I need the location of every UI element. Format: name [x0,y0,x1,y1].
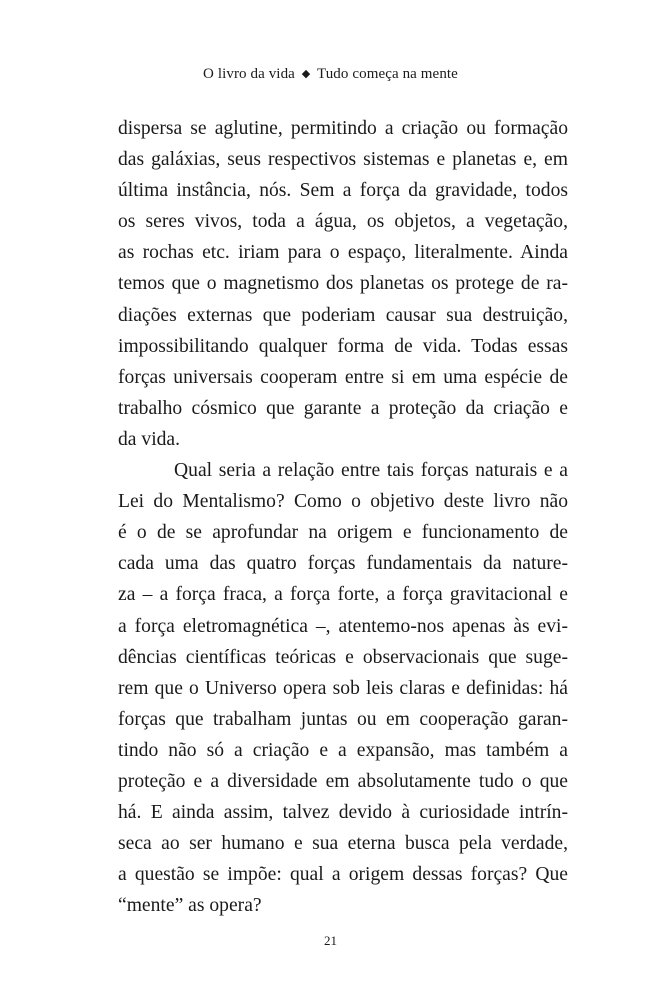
diamond-separator-icon: ◆ [301,68,311,80]
text-line: há. E ainda assim, talvez devido à curiosidade intrín- [118,802,568,824]
text-line: das galáxias, seus respectivos sistemas e planetas e, em [118,149,568,171]
text-line: diações externas que poderiam causar sua destruição, [118,304,568,326]
text-line: rem que o Universo opera sob leis claras e definidas: há [118,677,568,699]
text-line: tindo não só a criação e a expansão, mas também a [118,739,568,761]
text-line: Qual seria a relação entre tais forças naturais e a [174,460,568,482]
text-line: os seres vivos, toda a água, os objetos, a vegetação, [118,211,568,233]
text-line: cada uma das quatro forças fundamentais da nature- [118,553,568,575]
text-line: as rochas etc. iriam para o espaço, literalmente. Ainda [118,242,568,264]
text-line: é o de se aprofundar na origem e funcionamento de [118,522,568,544]
paragraph-2 [118,455,568,921]
text-line: a força eletromagnética –, atentemo-nos apenas às evi- [118,615,568,637]
text-line: dispersa se aglutine, permitindo a criação ou formação [118,118,568,139]
text-line: da vida. [118,428,181,450]
body-text [118,113,568,921]
chapter-title: Tudo começa na mente [316,66,458,82]
text-line: “mente” as opera? [118,895,262,917]
text-line: proteção e a diversidade em absolutamente tudo o que [118,770,568,792]
text-line: Lei do Mentalismo? Como o objetivo deste livro não [118,491,568,513]
text-line: última instância, nós. Sem a força da gravidade, todos [118,180,568,202]
text-line: impossibilitando qualquer forma de vida. Todas essas [118,335,568,357]
text-line: seca ao ser humano e sua eterna busca pela verdade, [118,833,568,855]
running-head [0,64,661,84]
paragraph-1 [118,113,568,455]
book-title: O livro da vida [203,66,295,82]
text-line: forças universais cooperam entre si em uma espécie de [118,366,568,388]
page-number: 21 [324,933,337,948]
text-line: forças que trabalham juntas ou em cooperação garan- [118,708,568,730]
text-line: temos que o magnetismo dos planetas os protege de ra- [118,273,568,295]
text-line: trabalho cósmico que garante a proteção da criação e [118,397,568,419]
text-line: a questão se impõe: qual a origem dessas forças? Que [118,864,568,886]
text-line: dências científicas teóricas e observacionais que suge- [118,646,568,668]
text-line: za – a força fraca, a força forte, a força gravitacional e [118,584,568,606]
